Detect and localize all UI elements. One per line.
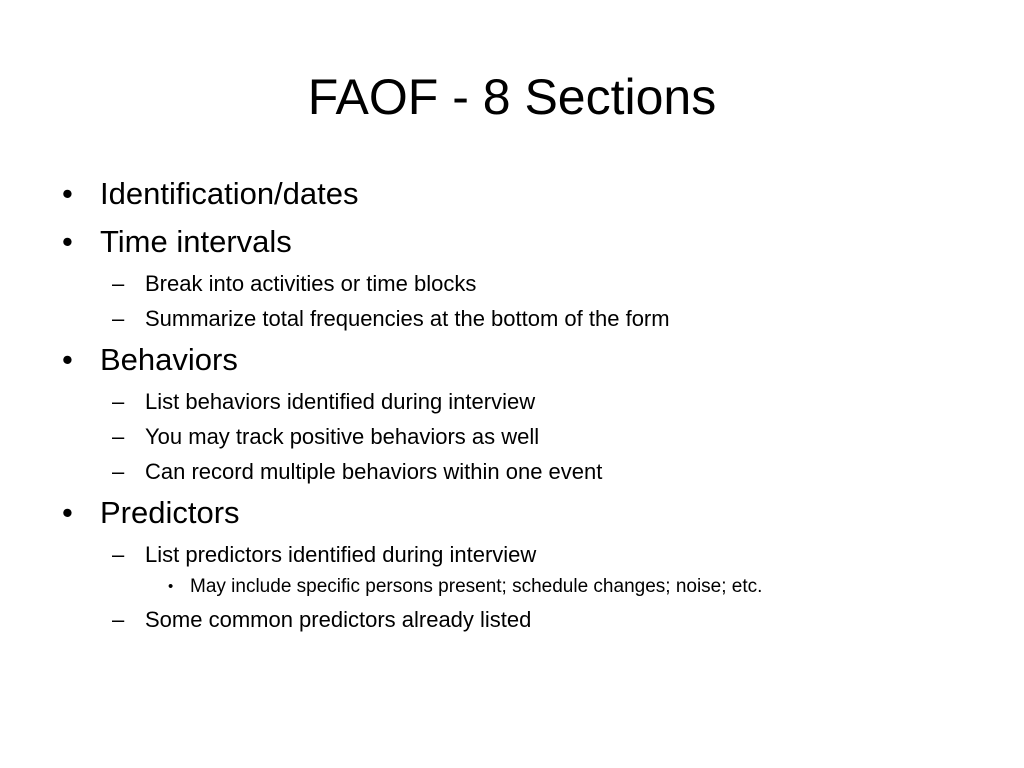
sub-bullet-item	[0, 301, 1024, 336]
slide-title: FAOF - 8 Sections	[307, 69, 717, 125]
bullet-item-time-intervals	[0, 218, 1024, 266]
sub-bullet-text: Summarize total frequencies at the bottom of the form	[145, 306, 670, 331]
sub-bullet-text: Some common predictors already listed	[145, 607, 532, 632]
bullet-item-behaviors	[0, 336, 1024, 384]
sub-bullet-text: You may track positive behaviors as well	[145, 424, 540, 449]
sub-bullet-item	[0, 537, 1024, 572]
bullet-item-predictors	[0, 489, 1024, 537]
sub-bullet-text: Can record multiple behaviors within one event	[145, 459, 603, 484]
sub-bullet-text: Break into activities or time blocks	[145, 271, 477, 296]
dash-icon: –	[112, 542, 125, 567]
sub-bullet-item	[0, 602, 1024, 637]
bullet-list	[0, 170, 1024, 637]
bullet-text: Predictors	[100, 495, 240, 530]
sub-bullet-item	[0, 266, 1024, 301]
bullet-icon: •	[168, 578, 174, 595]
bullet-icon: •	[62, 224, 73, 259]
bullet-item-identification	[0, 170, 1024, 218]
bullet-text: Time intervals	[100, 224, 292, 259]
sub-bullet-item	[0, 384, 1024, 419]
bullet-text: Identification/dates	[100, 176, 359, 211]
sub-sub-bullet-item	[0, 572, 1024, 602]
dash-icon: –	[112, 389, 125, 414]
sub-bullet-text: List predictors identified during interview	[145, 542, 537, 567]
bullet-icon: •	[62, 495, 73, 530]
dash-icon: –	[112, 459, 125, 484]
sub-bullet-item	[0, 419, 1024, 454]
bullet-icon: •	[62, 342, 73, 377]
sub-bullet-item	[0, 454, 1024, 489]
dash-icon: –	[112, 607, 125, 632]
bullet-icon: •	[62, 176, 73, 211]
dash-icon: –	[112, 424, 125, 449]
dash-icon: –	[112, 306, 125, 331]
dash-icon: –	[112, 271, 125, 296]
sub-bullet-text: List behaviors identified during interview	[145, 389, 536, 414]
sub-sub-bullet-text: May include specific persons present; schedule changes; noise; etc.	[190, 576, 763, 597]
bullet-text: Behaviors	[100, 342, 238, 377]
